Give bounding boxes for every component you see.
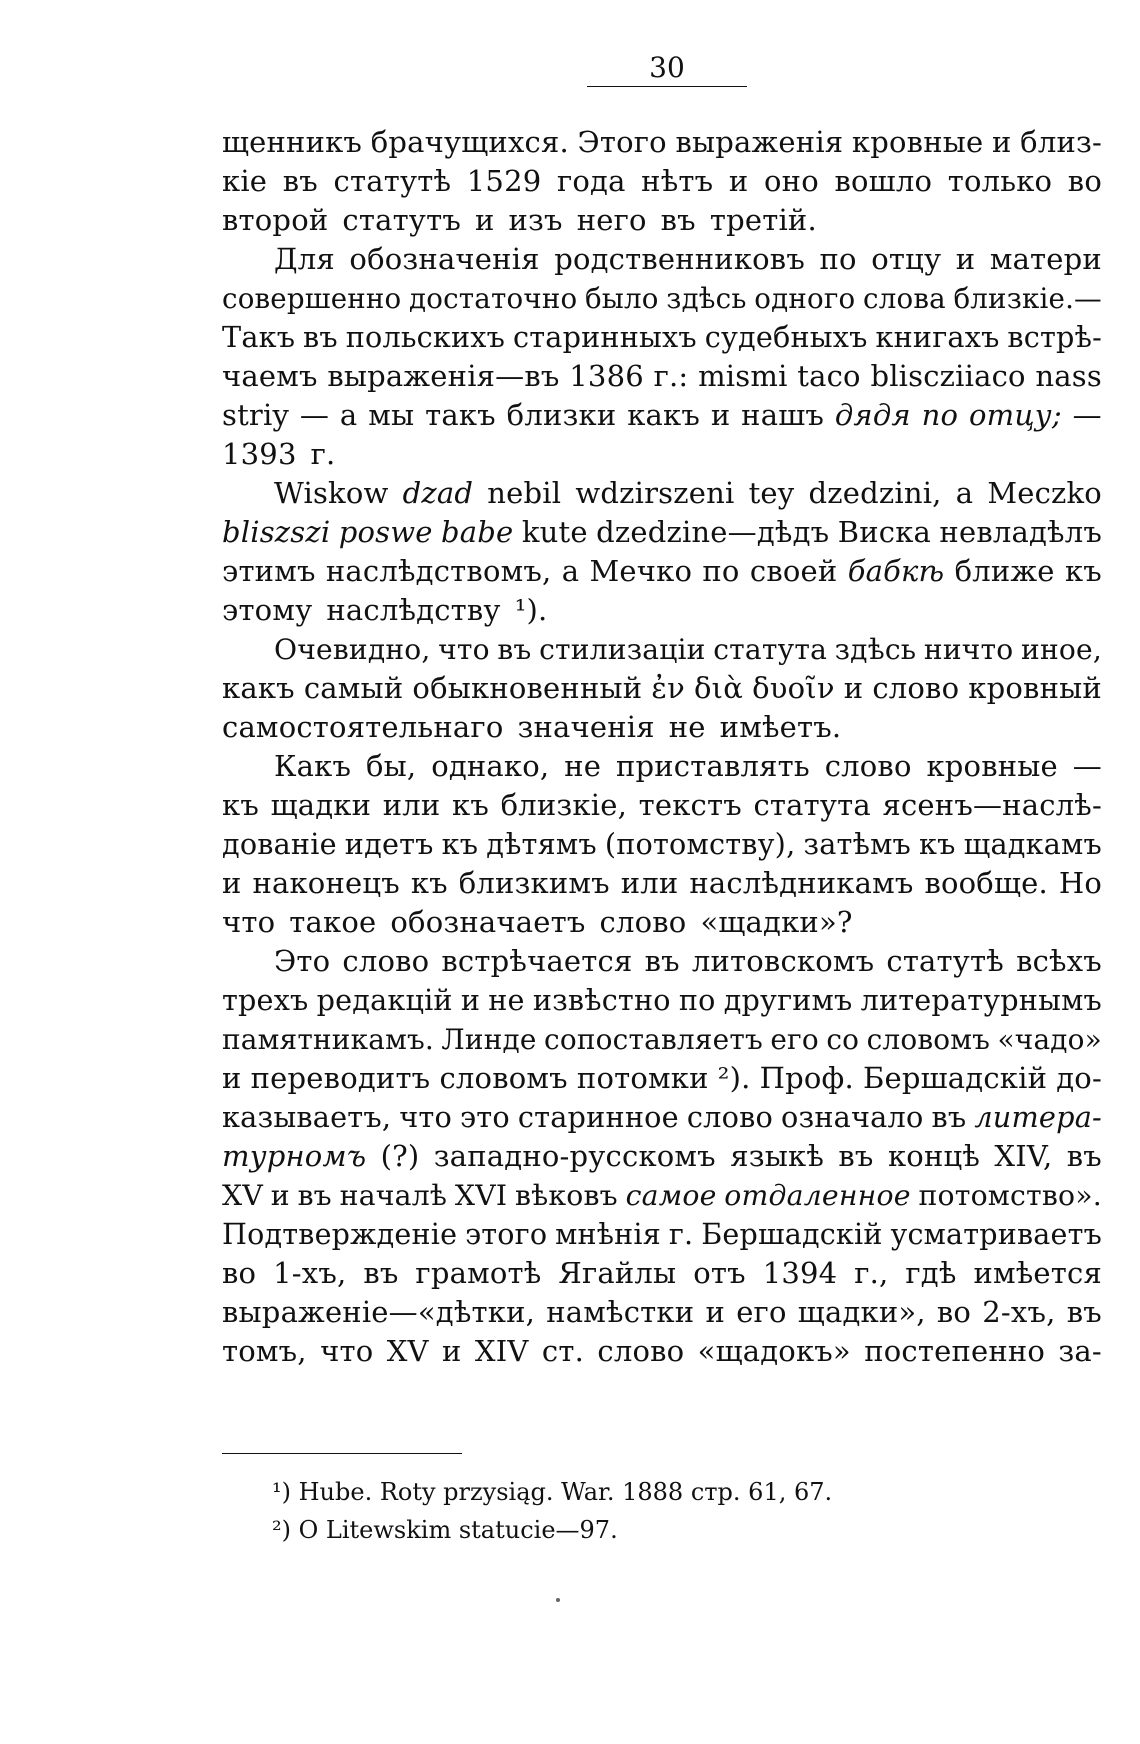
text-line: [222, 396, 1102, 435]
word: до-: [1056, 1061, 1102, 1095]
word: нашъ: [741, 398, 825, 432]
word: совершенно: [222, 282, 402, 315]
word: стилизаціи: [539, 633, 706, 666]
word: и: [222, 866, 242, 900]
text-line: [222, 981, 1102, 1020]
word: дованіе: [222, 827, 337, 861]
word: грамотѣ: [415, 1256, 542, 1290]
word: бы,: [365, 749, 417, 783]
word: отцу: [871, 242, 942, 276]
word: къ: [441, 827, 479, 861]
word: Meczko: [987, 476, 1102, 510]
word: Виска: [837, 515, 932, 549]
word: Этого: [577, 125, 667, 159]
word: словомъ: [439, 1061, 568, 1095]
page-number-rule: [587, 86, 747, 87]
word: 2-хъ,: [982, 1295, 1056, 1329]
word: dzad: [402, 476, 474, 510]
word: по: [921, 398, 959, 432]
word: кровный: [968, 671, 1102, 705]
word: въ: [282, 164, 318, 198]
word: томъ,: [222, 1334, 307, 1368]
text-line: [222, 201, 1102, 240]
word: вообще.: [924, 866, 1048, 900]
word: извѣстно: [532, 983, 671, 1017]
word: польскихъ: [345, 320, 506, 354]
word: вошло: [834, 164, 933, 198]
word: одного: [754, 282, 856, 315]
word: достаточно: [409, 282, 578, 315]
word: ясенъ—наслѣ-: [882, 788, 1102, 822]
word: гдѣ: [905, 1256, 957, 1290]
word: по: [678, 983, 716, 1017]
text-line: [222, 1176, 1102, 1215]
word: такъ: [425, 398, 496, 432]
word: 1-хъ,: [273, 1256, 347, 1290]
word: въ: [297, 1179, 332, 1212]
text-line: [222, 1098, 1102, 1137]
word: XIV: [474, 1334, 529, 1368]
word: XVI: [454, 1179, 508, 1212]
word: и: [474, 203, 495, 237]
text-line: [222, 786, 1102, 825]
word: всѣхъ: [1016, 944, 1102, 978]
text-line: [222, 1254, 1102, 1293]
word: въ: [1066, 1295, 1102, 1329]
word: (потомству),: [604, 827, 796, 861]
word: не: [564, 749, 602, 783]
word: со: [826, 1023, 860, 1056]
word: судебныхъ: [704, 320, 868, 354]
word: его: [736, 1295, 787, 1329]
text-line: [222, 318, 1102, 357]
word: однако,: [431, 749, 550, 783]
word: памятникамъ.: [222, 1023, 434, 1056]
word: Wiskow: [274, 476, 389, 510]
text-line: [222, 747, 1102, 786]
text-line: [222, 864, 1102, 903]
word: Очевидно,: [274, 633, 431, 666]
word: обозначенія: [349, 242, 540, 276]
text-line: [222, 435, 1102, 474]
word: за-: [1058, 1334, 1102, 1368]
text-line: [222, 513, 1102, 552]
word: отцу;: [969, 398, 1062, 432]
word: затѣмъ: [803, 827, 911, 861]
word: и: [843, 671, 864, 705]
text-line: [222, 903, 1102, 942]
word: ¹).: [514, 593, 548, 627]
footnote: ¹) Hube. Roty przysiąg. War. 1888 стр. 61, 67.: [272, 1478, 833, 1506]
word: и: [992, 125, 1012, 159]
word: Это: [274, 944, 331, 978]
word: встрѣчается: [441, 944, 633, 978]
word: Какъ: [274, 749, 352, 783]
word: —: [299, 398, 330, 432]
word: или: [382, 788, 441, 822]
word: кровные: [926, 749, 1058, 783]
word: г.,: [854, 1256, 889, 1290]
word: ἐν: [651, 671, 685, 705]
word: книгахъ: [875, 320, 1000, 354]
word: слова: [863, 282, 946, 315]
footnotes: [272, 1473, 1072, 1549]
word: мы: [368, 398, 415, 432]
footnote: ²) O Litewskim statucie—97.: [272, 1516, 618, 1544]
text-line: [222, 162, 1102, 201]
word: въ: [363, 1256, 399, 1290]
word: обыкновенный: [412, 671, 643, 705]
word: кіе: [222, 164, 268, 198]
word: имѣетъ.: [719, 710, 842, 744]
text-line: [222, 1332, 1102, 1371]
word: слово: [597, 1334, 685, 1368]
word: наслѣдству: [326, 593, 501, 627]
word: Но: [1058, 866, 1102, 900]
word: слово: [599, 905, 687, 939]
word: и: [442, 1334, 462, 1368]
word: его: [770, 1023, 819, 1056]
word: а: [561, 554, 580, 588]
word: щенникъ: [222, 125, 363, 159]
word: турномъ: [222, 1139, 367, 1173]
word: постепенно: [864, 1334, 1046, 1368]
text-line: [222, 1215, 1102, 1254]
word: слово: [872, 671, 960, 705]
word: ст.: [541, 1334, 585, 1368]
word: здѣсь: [666, 282, 747, 315]
word: имѣется: [973, 1256, 1102, 1290]
word: Для: [274, 242, 335, 276]
word: г.: [310, 437, 336, 471]
word: литера-: [974, 1100, 1102, 1134]
word: не: [668, 710, 706, 744]
word: наслѣдникамъ: [689, 866, 914, 900]
word: выраженія: [675, 125, 844, 159]
word: babe: [441, 515, 514, 549]
word: сопоставляетъ: [544, 1023, 763, 1056]
word: иное,: [1021, 633, 1102, 666]
word: старинное: [517, 1100, 679, 1134]
word: года: [556, 164, 626, 198]
word: ничто: [923, 633, 1014, 666]
word: во: [222, 1256, 257, 1290]
text-line: [222, 942, 1102, 981]
word: старинныхъ: [513, 320, 697, 354]
word: самостоятельнаго: [222, 710, 504, 744]
word: своей: [749, 554, 838, 588]
word: —: [1072, 398, 1102, 432]
text-line: [222, 1020, 1102, 1059]
word: началѣ: [339, 1179, 448, 1212]
word: здѣсь: [834, 633, 917, 666]
word: статутѣ: [886, 944, 1004, 978]
word: и: [710, 398, 731, 432]
word: близкимъ: [458, 866, 610, 900]
word: striy: [222, 398, 290, 432]
word: къ: [222, 788, 259, 822]
word: текстъ: [638, 788, 742, 822]
word: трехъ: [222, 983, 309, 1017]
word: концѣ: [887, 1139, 981, 1173]
word: (?): [380, 1139, 420, 1173]
word: нѣтъ: [641, 164, 714, 198]
word: словомъ: [866, 1023, 991, 1056]
word: потомство».: [918, 1179, 1102, 1212]
word: встрѣ-: [1007, 320, 1102, 354]
word: бабкѣ: [847, 554, 945, 588]
word: г.:: [653, 359, 689, 393]
word: самое: [625, 1179, 717, 1212]
word: въ: [303, 320, 338, 354]
word: другимъ: [723, 983, 853, 1017]
word: въ: [497, 633, 532, 666]
word: къ: [410, 866, 448, 900]
text-line: [222, 240, 1102, 279]
word: статутѣ: [333, 164, 452, 198]
word: по: [819, 242, 857, 276]
word: по: [702, 554, 740, 588]
word: и: [270, 1179, 290, 1212]
text-line: [222, 279, 1102, 318]
word: къ: [1064, 554, 1102, 588]
word: усматриваетъ: [890, 1217, 1102, 1251]
word: ²).: [717, 1061, 751, 1095]
text-line: [222, 630, 1102, 669]
word: въ: [660, 203, 696, 237]
word: что: [222, 905, 276, 939]
word: kute: [521, 515, 588, 549]
word: Линде: [441, 1023, 537, 1056]
word: 1529: [466, 164, 542, 198]
word: родственниковъ: [554, 242, 805, 276]
word: XV: [386, 1334, 429, 1368]
word: къ: [919, 827, 956, 861]
word: что: [438, 633, 490, 666]
word: tey: [748, 476, 795, 510]
word: западно-русскомъ: [433, 1139, 716, 1173]
word: что: [320, 1334, 374, 1368]
word: казываетъ,: [222, 1100, 392, 1134]
text-line: [222, 669, 1102, 708]
word: переводитъ: [250, 1061, 431, 1095]
word: изъ: [508, 203, 563, 237]
word: чаемъ: [222, 359, 318, 393]
word: литовскомъ: [691, 944, 875, 978]
word: мнѣнія: [555, 1217, 661, 1251]
word: этого: [465, 1217, 548, 1251]
word: во: [1067, 164, 1102, 198]
word: «щадки»?: [700, 905, 853, 939]
word: bliscziiaco: [870, 359, 1026, 393]
text-line: [222, 1293, 1102, 1332]
word: щадкамъ: [963, 827, 1102, 861]
word: этимъ: [222, 554, 316, 588]
word: невладѣлъ: [939, 515, 1102, 549]
word: дѣтямъ: [486, 827, 597, 861]
text-line: [222, 474, 1102, 513]
word: третій.: [709, 203, 817, 237]
word: —: [1072, 749, 1102, 783]
word: Бершадскій: [863, 1061, 1048, 1095]
word: dzedzine—дѣдъ: [596, 515, 830, 549]
word: близ-: [1020, 125, 1102, 159]
word: выраженіе—«дѣтки,: [222, 1295, 536, 1329]
word: близкіе.—: [953, 282, 1102, 315]
word: какъ: [222, 671, 295, 705]
word: щадки»,: [797, 1295, 926, 1329]
word: близкіе,: [500, 788, 628, 822]
word: и: [460, 983, 481, 1017]
word: слово: [686, 1100, 773, 1134]
word: вѣковъ: [515, 1179, 618, 1212]
print-speck: [556, 1598, 560, 1602]
word: отъ: [693, 1256, 746, 1290]
text-line: [222, 825, 1102, 864]
text-line: [222, 357, 1102, 396]
word: идетъ: [344, 827, 434, 861]
word: «чадо»: [997, 1023, 1102, 1056]
word: оно: [764, 164, 819, 198]
word: языкѣ: [730, 1139, 825, 1173]
word: mismi: [698, 359, 788, 393]
word: въ: [931, 1100, 967, 1134]
word: и: [955, 242, 976, 276]
word: кровные: [851, 125, 984, 159]
word: статутъ: [342, 203, 461, 237]
word: обозначаетъ: [390, 905, 586, 939]
word: наконецъ: [252, 866, 400, 900]
word: потомки: [576, 1061, 709, 1095]
word: брачущихся.: [370, 125, 569, 159]
word: редакцій: [316, 983, 453, 1017]
word: означало: [780, 1100, 924, 1134]
word: wdzirszeni: [575, 476, 735, 510]
word: XV: [222, 1179, 263, 1212]
word: выраженія—въ: [327, 359, 560, 393]
word: слово: [824, 749, 912, 783]
word: poswe: [338, 515, 433, 549]
word: и: [705, 1295, 725, 1329]
text-line: [222, 591, 1102, 630]
text-line: [222, 1059, 1102, 1098]
word: δυοῖν: [752, 671, 835, 705]
word: что: [399, 1100, 452, 1134]
word: было: [584, 282, 659, 315]
word: щадки: [270, 788, 372, 822]
word: 1386: [569, 359, 644, 393]
word: во: [936, 1295, 972, 1329]
word: 1393: [222, 437, 297, 471]
word: въ: [838, 1139, 874, 1173]
word: литературнымъ: [860, 983, 1102, 1017]
word: а: [339, 398, 358, 432]
text-line: [222, 552, 1102, 591]
word: bliszszi: [222, 515, 331, 549]
word: значенія: [517, 710, 655, 744]
word: наслѣдствомъ,: [325, 554, 552, 588]
word: и: [728, 164, 749, 198]
word: только: [947, 164, 1053, 198]
word: Такъ: [222, 320, 296, 354]
body-text: [222, 123, 1102, 1371]
word: г.: [668, 1217, 694, 1251]
word: дядя: [834, 398, 911, 432]
word: статута: [713, 633, 828, 666]
word: второй: [222, 203, 329, 237]
word: Бершадскій: [701, 1217, 883, 1251]
word: a: [955, 476, 974, 510]
word: какъ: [627, 398, 700, 432]
word: отдаленное: [724, 1179, 911, 1212]
word: этому: [222, 593, 313, 627]
word: XIV,: [994, 1139, 1053, 1173]
word: въ: [644, 944, 680, 978]
word: матери: [989, 242, 1102, 276]
word: близки: [506, 398, 617, 432]
word: Мечко: [589, 554, 693, 588]
word: taco: [797, 359, 861, 393]
word: такое: [289, 905, 377, 939]
word: или: [620, 866, 679, 900]
word: nebil: [487, 476, 562, 510]
word: самый: [303, 671, 404, 705]
word: статута: [753, 788, 871, 822]
word: «щадокъ»: [697, 1334, 851, 1368]
word: приставлять: [615, 749, 810, 783]
text-line: [222, 708, 1102, 747]
word: въ: [1066, 1139, 1102, 1173]
word: 1394: [762, 1256, 838, 1290]
word: слово: [342, 944, 430, 978]
word: Ягайлы: [558, 1256, 677, 1290]
word: ближе: [954, 554, 1055, 588]
page-number: 30: [649, 51, 685, 84]
word: nass: [1035, 359, 1102, 393]
word: Подтвержденіе: [222, 1217, 458, 1251]
word: не: [488, 983, 525, 1017]
word: намѣстки: [546, 1295, 695, 1329]
text-line: [222, 123, 1102, 162]
text-line: [222, 1137, 1102, 1176]
word: это: [459, 1100, 510, 1134]
word: dzedzini,: [808, 476, 942, 510]
word: къ: [452, 788, 489, 822]
word: Проф.: [759, 1061, 854, 1095]
word: него: [576, 203, 647, 237]
footnote-separator: [222, 1453, 462, 1454]
word: διὰ: [694, 671, 744, 705]
word: и: [222, 1061, 242, 1095]
